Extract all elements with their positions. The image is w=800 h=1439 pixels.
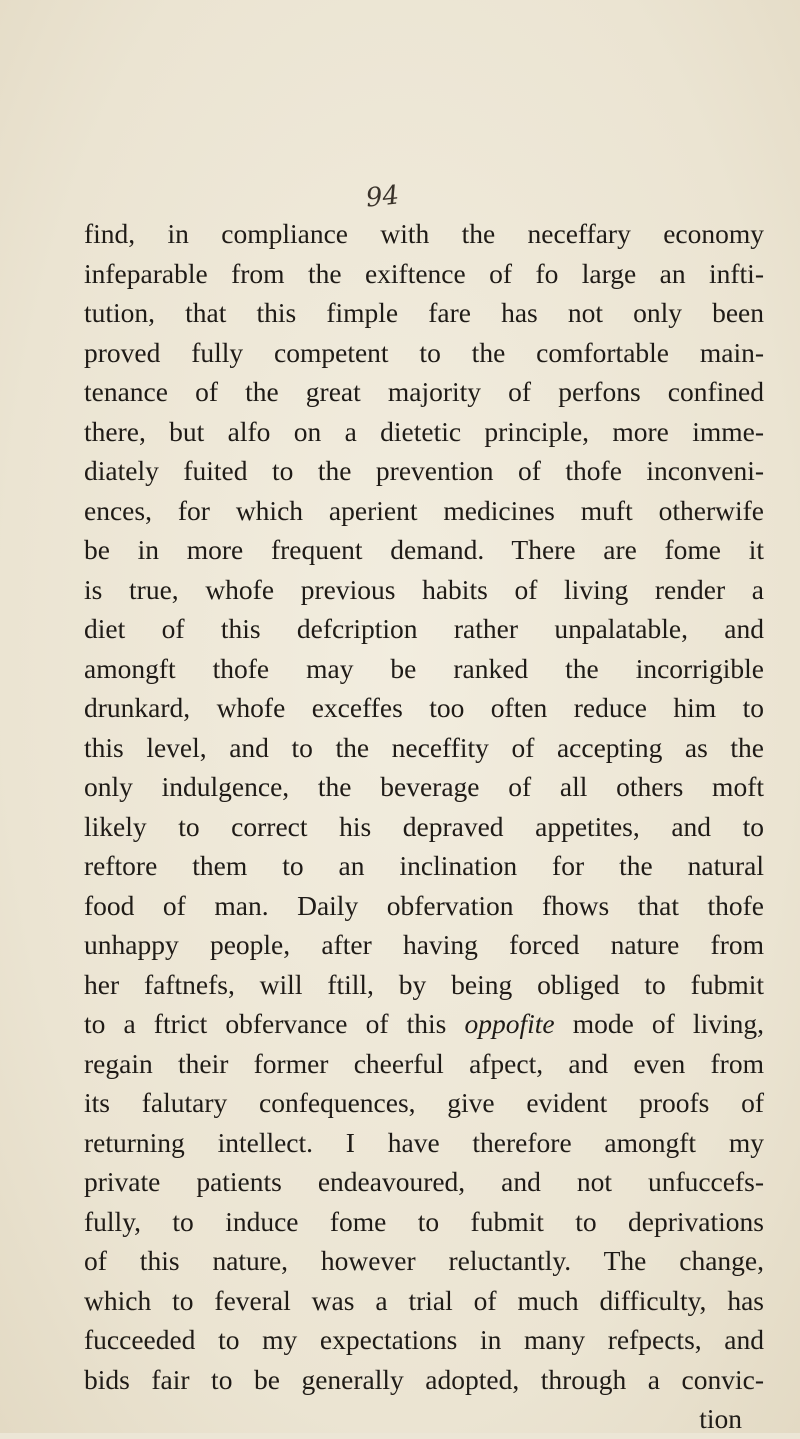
text-line: is true, whofe previous habits of living render a — [84, 573, 764, 605]
text-line: fucceeded to my expectations in many refpects, and — [84, 1324, 764, 1355]
text-line — [84, 1004, 764, 1044]
text-line: ences, for which aperient medicines muft otherwife — [84, 494, 764, 526]
text-segment: to a ftrict obfervance of this — [84, 1008, 465, 1039]
text-line: there, but alfo on a dietetic principle, more imme- — [84, 415, 764, 447]
italic-word: oppofite — [464, 1008, 555, 1039]
text-line: diet of this defcription rather unpalatable, and — [84, 613, 764, 644]
text-line: private patients endeavoured, and not unfuccefs- — [84, 1166, 764, 1197]
text-line: fully, to induce fome to fubmit to deprivations — [84, 1205, 764, 1237]
text-segment: mode of living, — [554, 1008, 764, 1039]
text-line: returning intellect. I have therefore amongft my — [84, 1126, 764, 1158]
text-line: drunkard, whofe exceffes too often reduce him to — [84, 692, 764, 723]
text-line: tenance of the great majority of perfons confined — [84, 376, 764, 407]
text-line: bids fair to be generally adopted, through a convic- — [84, 1363, 764, 1395]
text-line: which to feveral was a trial of much difficulty, has — [84, 1284, 764, 1316]
text-line: infeparable from the exiftence of fo large an infti- — [84, 257, 764, 289]
body-text — [84, 214, 764, 1439]
text-line: this level, and to the neceffity of accepting as the — [84, 731, 764, 763]
text-line: unhappy people, after having forced nature from — [84, 929, 764, 960]
text-line: reftore them to an inclination for the natural — [84, 850, 764, 881]
text-line: proved fully competent to the comfortable main- — [84, 336, 764, 368]
text-line: only indulgence, the beverage of all others moft — [84, 771, 764, 802]
text-line: diately fuited to the prevention of thofe inconveni- — [84, 455, 764, 486]
text-line: regain their former cheerful afpect, and even from — [84, 1047, 764, 1079]
text-line: of this nature, however reluctantly. The change, — [84, 1245, 764, 1276]
text-line: food of man. Daily obfervation fhows that thofe — [84, 889, 764, 921]
text-line: her faftnefs, will ftill, by being obliged to fubmit — [84, 968, 764, 1000]
text-line: tution, that this fimple fare has not only been — [84, 297, 764, 328]
catchword: tion — [699, 1403, 742, 1434]
text-line: be in more frequent demand. There are fome it — [84, 534, 764, 565]
page-number: 94 — [364, 180, 401, 214]
text-line: its falutary confequences, give evident proofs of — [84, 1087, 764, 1118]
text-line: amongft thofe may be ranked the incorrigible — [84, 652, 764, 684]
text-line: find, in compliance with the neceffary economy — [84, 218, 764, 249]
text-line: likely to correct his depraved appetites, and to — [84, 810, 764, 842]
